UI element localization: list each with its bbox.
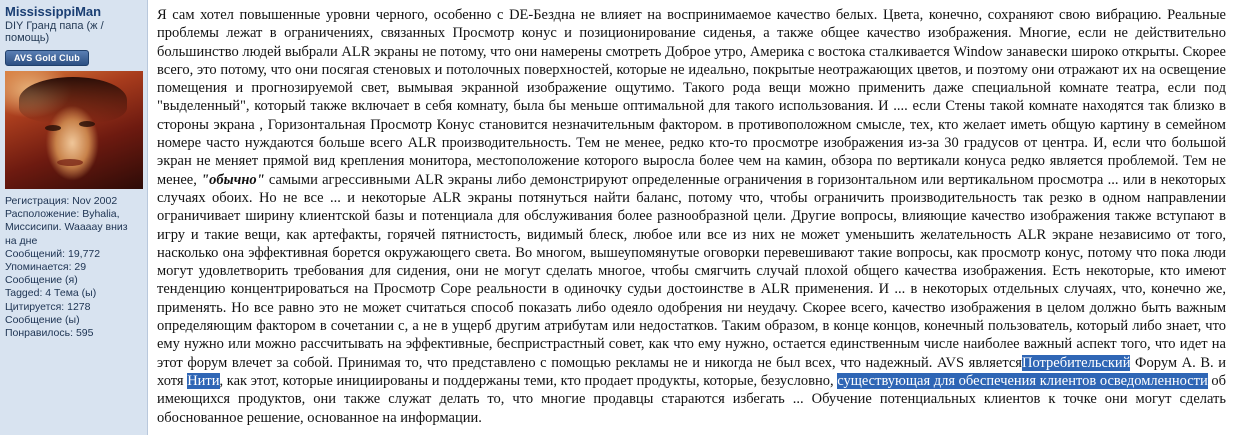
post-text-segment-4: , как этот, которые инициированы и поддержаны теми, кто продает продукты, которые, безусловно,: [219, 372, 838, 389]
user-stat-likes: Понравилось: 595: [5, 327, 94, 340]
user-info-panel: [0, 0, 148, 435]
user-stat-quoted: Цитируется: 1278 Сообщение (ы): [5, 300, 91, 326]
avatar[interactable]: [5, 71, 143, 189]
post-body: [148, 0, 1234, 435]
avatar-eye-right: [79, 121, 95, 127]
username[interactable]: MississippiMan: [5, 4, 102, 19]
user-badge: AVS Gold Club: [5, 50, 89, 66]
post-selected-text-3: существующая для обеспечения клиентов осведомленности: [837, 372, 1208, 389]
user-stat-post-count: Сообщений: 19,772: [5, 247, 101, 260]
avatar-eye-left: [45, 125, 61, 131]
user-stats: [5, 195, 142, 340]
user-stat-location: Расположение: Byhalia, Миссисипи. Waaaay вниз на дне: [5, 208, 128, 247]
post-emphasis-quoted: "обычно": [201, 171, 265, 188]
post-text-segment-1: Я сам хотел повышенные уровни черного, особенно с DE-Бездна не влияет на воспринимаемое качество белых. Цвета, конечно, сохраняют свою вибрацию. Реальные проблемы лежат в ограничениях, связанных Просмотр конус и позиционирование сиденья, а также общее качество изображения. Многие, если не действительно большинство людей выбрали ALR экраны не потому, что они намерены смотреть Доброе утро, Америка с востока сталкивается Window занавески широко открыты. Скорее всего, это потому, что они посягая стеновых и потолочных поверхностей, которые не идеально, покрытые неотражающих цветов, и поэтому они отражают их на освещение помещения и прогнозируемой свет, вымывая экранной изображение ощутимо. Такого рода вещи можно применить даже специальной комнате театра, если под "выделенный", который также включает в себя комнату, была бы меньше оптимальной для такого использования. И .... если Стены такой комнате находятся так близко в стороны экрана , Горизонтальная Просмотр Конус становится незначительным фактором. в противоположном смысле, тех, кто желает иметь общую картину в семейном номере часто нуждаются больше всего ALR производительность. Тем не менее, редко кто-то просмотре изображения из-за 30 градусов от центра. И, если что большой экран не меняет прямой вид крепления монитора, местоположение которого выросла более чем на камин, обзора по вертикали конуса редко является проблемой. Тем не менее,: [157, 7, 1226, 188]
avatar-mouth: [57, 159, 83, 166]
post-selected-text-2: Нити: [187, 372, 220, 389]
user-stat-mentions: Упоминается: 29 Сообщение (я): [5, 261, 87, 287]
avatar-face: [31, 89, 117, 189]
post-paragraph: [157, 6, 1226, 427]
user-stat-tagged: Tagged: 4 Тема (ы): [5, 287, 97, 300]
post-text-segment-3: Форум А. В. и хотя: [157, 354, 1226, 389]
post-selected-text-1: Потребительский: [1021, 354, 1131, 371]
user-stat-join-date: Регистрация: Nov 2002: [5, 195, 118, 207]
user-title: DIY Гранд папа (ж / помощь): [5, 20, 104, 44]
post-text-segment-2: самыми агрессивными ALR экраны либо демонстрируют определенные ограничения в горизонтальном или вертикальном просмотра ... или в некоторых случаях обоих. Но не все ... и некоторые ALR экраны потянуться найти баланс, потому что, чтобы ограничить производительность так резко в одном направлении ограничивает ширину клиентской базы и потенциала для обслуживания более разнообразной цели. Другие вопросы, влияющие качество изображения также вступают в игру и такие вещи, как артефакты, горячей пятнистость, видимый блеск, любое или все из них не может уменьшить желательность ALR экране независимо от того, насколько она эффективная борется окружающего света. Во многом, вышеупомянутые оговорки перевешивают такие вопросы, как просмотр конус, потому что пока люди могут удовлетворить требования для сидения, они не могут сделать многое, чтобы смягчить случай плохой общего качества изображения. Есть некоторые, кто имеют тенденцию концентрироваться на Просмотр Cope реальности в одиночку судьи достоинстве в ALR применения. И ... в некоторых отдельных случаях, что, конечно же, применять. Но все равно это не может считаться способ показать либо одеяло одобрения ни неудачу. Скорее всего, качество изображения в целом должно быть важным определяющим фактором в сочетании с, а не в ущерб другим атрибутам или недостатков. Таким образом, в конце концов, конечный пользователь, который либо знает, что ему нужно или можно рассчитывать на эффективные, беспристрастный совет, как что ему нужно, остается единственным числе наиболее важный аспект того, что идет на этот форум влечет за собой. Принимая то, что представлено с помощью рекламы не и никогда не был всех, что надежный. AVS является: [157, 171, 1226, 371]
post-text-segment-5: об имеющихся продуктов, они также служат делать то, что многие продавцы стараются избегать ... Обучение потенциальных клиентов к точке они могут сделать обоснованное решение, основанное на информации.: [157, 372, 1227, 426]
